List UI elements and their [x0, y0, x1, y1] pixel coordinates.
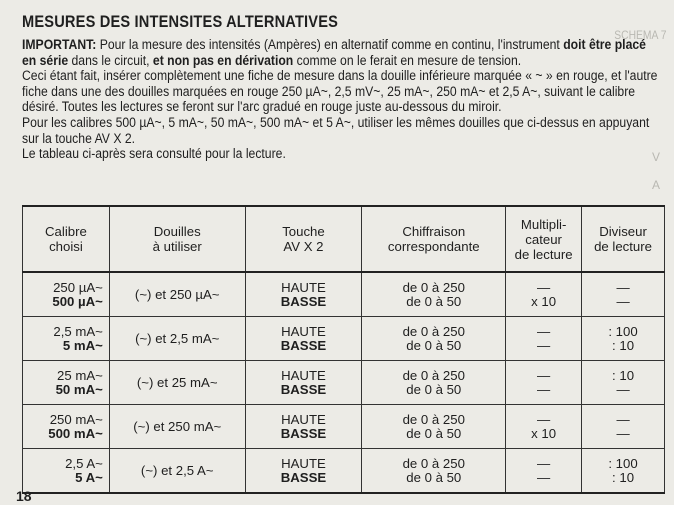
measurement-table [22, 205, 665, 494]
table-row [23, 449, 665, 494]
important-label: IMPORTANT: [22, 37, 97, 53]
cell-multiplicateur: — — [506, 449, 582, 494]
table-row [23, 272, 665, 317]
cell-multiplicateur: — — [506, 317, 582, 361]
cell-multiplicateur: — x 10 [506, 272, 582, 317]
cell-touche: HAUTE BASSE [245, 449, 362, 494]
table-row [23, 361, 665, 405]
table-row [23, 317, 665, 361]
cell-calibre: 250 µA~ 500 µA~ [23, 272, 110, 317]
page-title: MESURES DES INTENSITES ALTERNATIVES [22, 12, 339, 31]
cell-touche: HAUTE BASSE [245, 405, 362, 449]
page-number: 18 [16, 488, 32, 504]
cell-diviseur: : 100 : 10 [582, 317, 665, 361]
cell-multiplicateur: — — [506, 361, 582, 405]
header-diviseur: Diviseur de lecture [582, 206, 665, 272]
cell-douille: (~) et 25 mA~ [109, 361, 245, 405]
cell-touche: HAUTE BASSE [245, 361, 362, 405]
header-chiffraison: Chiffraison correspondante [362, 206, 506, 272]
cell-diviseur: : 100 : 10 [582, 449, 665, 494]
cell-chiffraison: de 0 à 250 de 0 à 50 [362, 449, 506, 494]
cell-calibre: 2,5 mA~ 5 mA~ [23, 317, 110, 361]
cell-diviseur: : 10 — [582, 361, 665, 405]
bleed-through-text: SCHEMA 7 [614, 28, 667, 42]
bleed-through-text: V [652, 150, 661, 164]
emphasis-serie: doit être placé en série [22, 37, 646, 69]
paragraph-procedure: Ceci étant fait, insérer complètement une fiche de mesure dans la douille inférieure marquée « ~ » en rouge, et l'autre fiche dans une des douilles marquées en rouge 250 µA~, 2,5 mV~, 25 mA~, 250 mA~ et 2,5 A~, suivant le calibre désiré. Toutes les lectures se feront sur l'arc gradué en rouge juste au-dessous du miroir. [22, 68, 658, 116]
cell-douille: (~) et 250 mA~ [109, 405, 245, 449]
text-run: dans le circuit, [68, 52, 153, 69]
cell-touche: HAUTE BASSE [245, 317, 362, 361]
cell-douille: (~) et 250 µA~ [109, 272, 245, 317]
cell-diviseur: — — [582, 272, 665, 317]
text-run: Pour la mesure des intensités (Ampères) en alternatif comme en continu, l'instrument [96, 37, 564, 53]
cell-chiffraison: de 0 à 250 de 0 à 50 [362, 272, 506, 317]
cell-calibre: 2,5 A~ 5 A~ [23, 449, 110, 494]
cell-douille: (~) et 2,5 A~ [109, 449, 245, 494]
header-douilles: Douilles à utiliser [109, 206, 245, 272]
cell-calibre: 25 mA~ 50 mA~ [23, 361, 110, 405]
cell-chiffraison: de 0 à 250 de 0 à 50 [362, 317, 506, 361]
emphasis-derivation: et non pas en dérivation [152, 52, 294, 69]
cell-touche: HAUTE BASSE [245, 272, 362, 317]
cell-calibre: 250 mA~ 500 mA~ [23, 405, 110, 449]
cell-multiplicateur: — x 10 [506, 405, 582, 449]
table-row [23, 405, 665, 449]
paragraph-calibres: Pour les calibres 500 µA~, 5 mA~, 50 mA~, 500 mA~ et 5 A~, utiliser les mêmes douilles que ci-dessus en appuyant sur la touche AV X 2. [22, 114, 650, 147]
bleed-through-text: A [652, 178, 661, 192]
header-calibre: Calibre choisi [23, 206, 110, 272]
table-header-row [23, 206, 665, 272]
header-multiplicateur: Multipli- cateur de lecture [506, 206, 582, 272]
body-text [22, 38, 662, 163]
cell-chiffraison: de 0 à 250 de 0 à 50 [362, 405, 506, 449]
header-touche: Touche AV X 2 [245, 206, 362, 272]
paragraph-important [22, 38, 662, 69]
text-run: comme on le ferait en mesure de tension. [293, 52, 522, 69]
cell-diviseur: — — [582, 405, 665, 449]
cell-chiffraison: de 0 à 250 de 0 à 50 [362, 361, 506, 405]
paragraph-table-intro: Le tableau ci-après sera consulté pour la lecture. [22, 146, 286, 163]
cell-douille: (~) et 2,5 mA~ [109, 317, 245, 361]
